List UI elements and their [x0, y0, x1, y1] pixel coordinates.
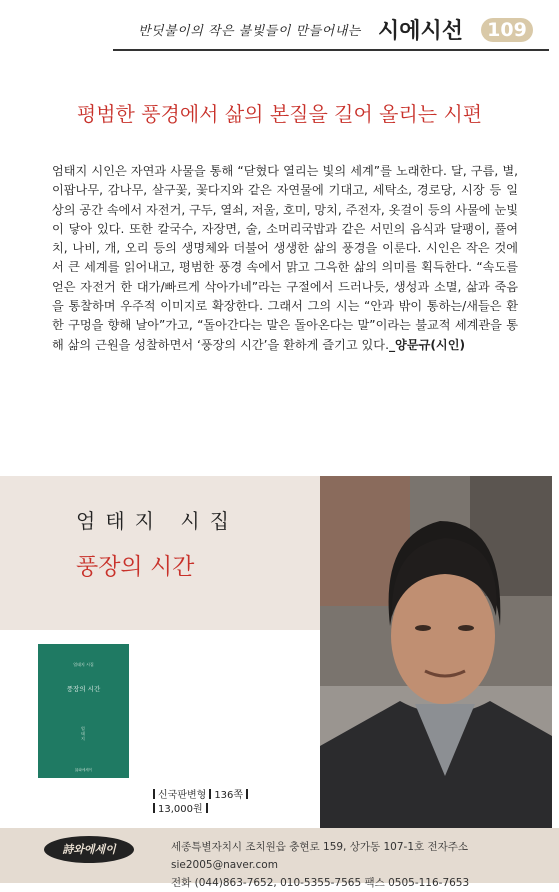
author-photo — [320, 476, 552, 828]
header-divider — [113, 49, 549, 51]
book-specs — [150, 789, 251, 817]
cover-title: 풍장의 시간 — [66, 685, 101, 693]
spec-format: 신국판변형 — [158, 790, 207, 801]
review-body — [52, 162, 518, 355]
publisher-contact — [171, 838, 559, 892]
series-number-badge: 109 — [481, 18, 533, 42]
spec-line-1 — [150, 789, 251, 803]
series-slogan: 반딧불이의 작은 불빛들이 만들어내는 — [138, 24, 361, 39]
spec-pages: 136쪽 — [214, 790, 244, 801]
review-text: 엄태지 시인은 자연과 사물을 통해 “닫혔다 열리는 빛의 세계”를 노래한다. 달, 구름, 별, 이팝나무, 감나무, 살구꽃, 꽃다지와 같은 자연물에 기대고, 세탁소, 경로당, 시장 등 일상의 공간 속에서 자전거, 구두, 열쇠, 저울, 호미, 망치, 주전자, 옷걸이 등의 사물에 눈빛이 닿아 있다. 또한 칼국수, 자장면, 술, 소머리국밥과 같은 서민의 음식과 달팽이, 풀여치, 나비, 개, 오리 등의 생명체와 더불어 생생한 삶의 풍경을 이룬다. 시인은 작은 것에서 큰 세계를 읽어내고, 평범한 풍경 속에서 맑고 그윽한 삶의 의미를 획득한다. “속도를 얻은 자전거 한 대가/빠르게 삭아가네”라는 구절에서 드러나듯, 생성과 소멸, 삶과 죽음을 통찰하며 우주적 이미지로 확장한다. 그래서 그의 시는 “안과 밖이 통하는/새들은 환한 구멍을 향해 날아”가고, “돌아간다는 말은 돌아온다는 말”이라는 불교적 세계관을 통해 삶의 근원을 성찰하면서 ‘풍장의 시간’을 환하게 즐기고 있다. — [52, 164, 518, 352]
review-signature: _양문규(시인) — [388, 337, 466, 352]
book-title: 풍장의 시간 — [76, 554, 195, 580]
book-cover — [38, 644, 129, 778]
page-header — [0, 0, 559, 62]
spec-price: 13,000원 — [158, 804, 203, 815]
cover-publisher: 詩와에세이 — [74, 768, 93, 772]
spec-line-2 — [150, 803, 251, 817]
review-headline: 평범한 풍경에서 삶의 본질을 길어 올리는 시편 — [76, 102, 483, 126]
cover-author: 엄태지 — [81, 726, 85, 741]
publisher-phone: 전화 (044)863-7652, 010-5355-7565 팩스 0505-116-7653 — [171, 877, 470, 889]
cover-series-text: 엄태지 시집 — [73, 662, 94, 667]
author-portrait-image — [320, 476, 552, 828]
publisher-address: 세종특별자치시 조치원읍 충현로 159, 상가동 107-1호 전자주소 sie2005@naver.com — [171, 841, 469, 871]
book-label: 엄태지 시집 — [76, 509, 239, 533]
publisher-logo: 詩와에세이 — [44, 836, 134, 863]
series-title: 시에시선 — [378, 19, 464, 44]
